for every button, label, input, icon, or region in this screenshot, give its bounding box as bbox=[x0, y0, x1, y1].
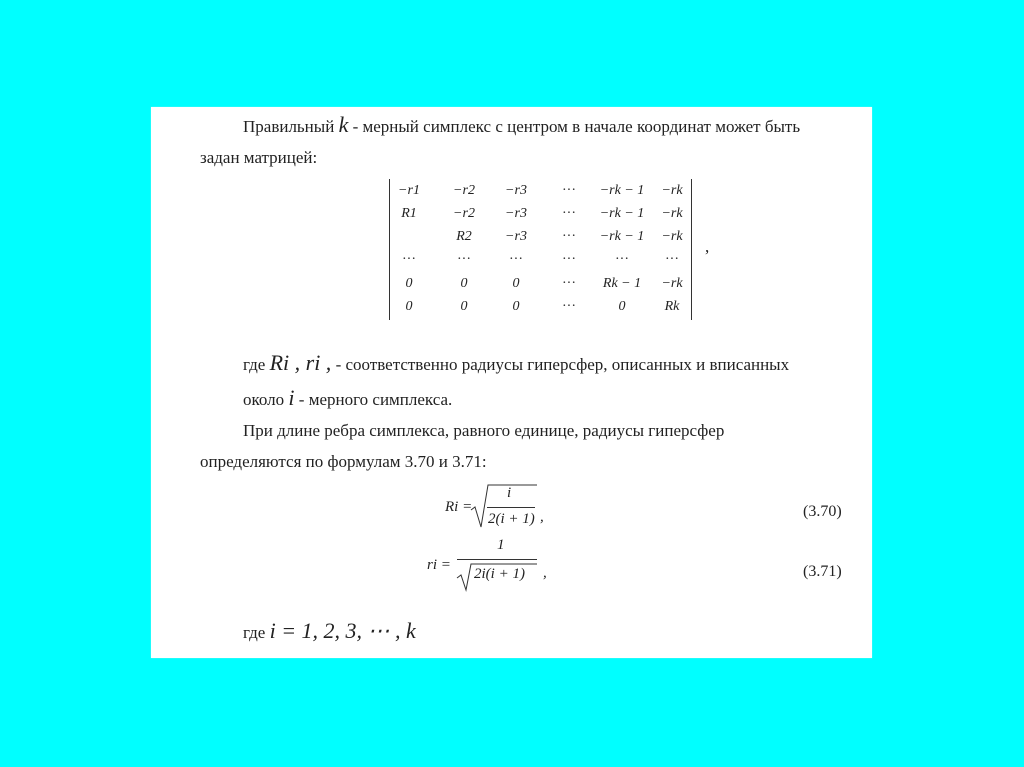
matrix-cell-r3-c4: ··· bbox=[562, 229, 576, 244]
intro-line-1 bbox=[243, 112, 801, 137]
matrix-cell-r2-c4: ··· bbox=[562, 206, 576, 221]
matrix-cell-r4-c1: ··· bbox=[402, 252, 416, 267]
matrix-cell-r4-c5: ··· bbox=[615, 252, 629, 267]
matrix-cell-r6-c4: ··· bbox=[562, 299, 576, 314]
matrix-cell-r5-c1: 0 bbox=[405, 276, 413, 291]
matrix-cell-r2-c2: −r2 bbox=[453, 206, 475, 221]
matrix-cell-r1-c6: −rk bbox=[661, 183, 683, 198]
matrix-cell-r5-c2: 0 bbox=[460, 276, 468, 291]
formula2-numerator: 1 bbox=[497, 537, 505, 553]
where-text: - соответственно радиусы гиперсфер, описанных и вписанных bbox=[335, 355, 790, 374]
where-line-3 bbox=[243, 618, 416, 643]
matrix-cell-r5-c6: −rk bbox=[661, 276, 683, 291]
matrix-trailing-comma: , bbox=[705, 237, 710, 256]
simplex-matrix bbox=[389, 179, 710, 320]
where-line-2 bbox=[243, 385, 453, 410]
formula1-fraction-bar bbox=[487, 507, 535, 508]
formula2-comma: , bbox=[543, 565, 547, 581]
matrix-cell-r2-c6: −rk bbox=[661, 206, 683, 221]
matrix-cell-r3-c5: −rk − 1 bbox=[599, 229, 645, 244]
matrix-cell-r6-c2: 0 bbox=[460, 299, 468, 314]
near-word: около bbox=[243, 390, 285, 409]
index-range-expression: i = 1, 2, 3, ⋯ , k bbox=[269, 618, 416, 643]
matrix-cell-r1-c5: −rk − 1 bbox=[599, 183, 645, 198]
matrix-cell-r1-c1: −r1 bbox=[398, 183, 420, 198]
matrix-cell-r2-c1: R1 bbox=[401, 206, 417, 221]
matrix-cell-r1-c2: −r2 bbox=[453, 183, 475, 198]
intro-text-end: - мерный симплекс с центром в начале координат может быть bbox=[352, 117, 801, 136]
matrix-right-bar bbox=[691, 179, 692, 320]
matrix-cell-r5-c3: 0 bbox=[512, 276, 520, 291]
matrix-cell-r6-c3: 0 bbox=[512, 299, 520, 314]
matrix-left-bar bbox=[389, 179, 390, 320]
matrix-cell-r6-c1: 0 bbox=[405, 299, 413, 314]
intro-line-2: задан матрицей: bbox=[200, 148, 318, 167]
matrix-cell-r5-c4: ··· bbox=[562, 276, 576, 291]
where-text-2: - мерного симплекса. bbox=[298, 390, 453, 409]
matrix-cell-r3-c2: R2 bbox=[456, 229, 472, 244]
formula2-lhs: ri = bbox=[427, 557, 451, 573]
equation-number-3-71: (3.71) bbox=[803, 563, 842, 580]
matrix-cell-r1-c4: ··· bbox=[562, 183, 576, 198]
matrix-cell-r4-c3: ··· bbox=[509, 252, 523, 267]
radius-symbols: Ri , ri , bbox=[269, 350, 332, 375]
intro-text-start: Правильный bbox=[243, 117, 335, 136]
matrix-cell-r1-c3: −r3 bbox=[505, 183, 527, 198]
where-line-1 bbox=[243, 350, 790, 375]
matrix-cell-r5-c5: Rk − 1 bbox=[602, 276, 642, 291]
para2-line-2: определяются по формулам 3.70 и 3.71: bbox=[200, 452, 487, 471]
matrix-cell-r4-c4: ··· bbox=[562, 252, 576, 267]
where-word-2: где bbox=[243, 623, 266, 642]
matrix-cell-r4-c2: ··· bbox=[457, 252, 471, 267]
formula2-fraction-bar bbox=[457, 559, 537, 560]
formula1-numerator: i bbox=[507, 485, 512, 501]
formula2-denominator: 2i(i + 1) bbox=[474, 566, 525, 582]
matrix-cell-r2-c5: −rk − 1 bbox=[599, 206, 645, 221]
para2-line-1: При длине ребра симплекса, равного единице, радиусы гиперсфер bbox=[243, 421, 725, 440]
matrix-cell-r3-c3: −r3 bbox=[505, 229, 527, 244]
document-page bbox=[151, 107, 872, 658]
where-word: где bbox=[243, 355, 266, 374]
intro-k-symbol: k bbox=[338, 112, 349, 137]
matrix-cell-r2-c3: −r3 bbox=[505, 206, 527, 221]
matrix-cell-r4-c6: ··· bbox=[665, 252, 679, 267]
formula1-lhs: Ri = bbox=[445, 499, 473, 515]
formula1-denominator: 2(i + 1) bbox=[488, 511, 535, 527]
i-symbol: i bbox=[288, 385, 295, 410]
matrix-cell-r6-c6: Rk bbox=[664, 299, 680, 314]
matrix-cell-r6-c5: 0 bbox=[618, 299, 626, 314]
matrix-cell-r3-c6: −rk bbox=[661, 229, 683, 244]
equation-number-3-70: (3.70) bbox=[803, 503, 842, 520]
formula1-comma: , bbox=[540, 509, 544, 525]
